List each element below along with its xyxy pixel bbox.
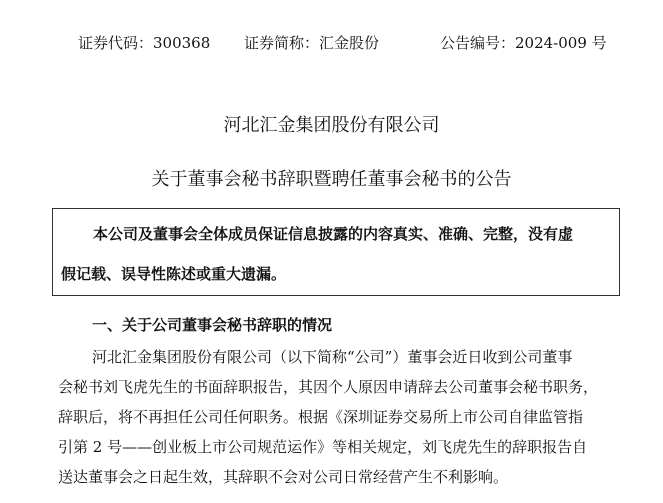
stock-short-name: 证券简称：汇金股份 (244, 34, 380, 52)
document-header (0, 30, 663, 56)
notice-number: 公告编号：2024-009 号 (440, 34, 607, 52)
section-heading: 一、关于公司董事会秘书辞职的情况 (92, 316, 333, 334)
disclosure-statement-box (52, 208, 620, 296)
paragraph-line: 辞职后，将不再担任公司任何职务。根据《深圳证券交易所上市公司自律监管指 (58, 408, 584, 426)
paragraph-line: 河北汇金集团股份有限公司（以下简称“公司”）董事会近日收到公司董事 (92, 348, 573, 366)
company-title: 河北汇金集团股份有限公司 (223, 115, 440, 136)
statement-line-1: 本公司及董事会全体成员保证信息披露的内容真实、准确、完整，没有虚 (93, 225, 574, 243)
paragraph-line: 引第 2 号——创业板上市公司规范运作》等相关规定，刘飞虎先生的辞职报告自 (58, 438, 588, 456)
stock-code: 证券代码：300368 (78, 34, 211, 52)
paragraph-line: 会秘书刘飞虎先生的书面辞职报告，其因个人原因申请辞去公司董事会秘书职务， (58, 378, 599, 396)
paragraph-line: 送达董事会之日起生效，其辞职不会对公司日常经营产生不利影响。 (58, 468, 509, 486)
statement-line-2: 假记载、误导性陈述或重大遗漏。 (61, 265, 287, 283)
notice-title: 关于董事会秘书辞职暨聘任董事会秘书的公告 (151, 169, 512, 190)
